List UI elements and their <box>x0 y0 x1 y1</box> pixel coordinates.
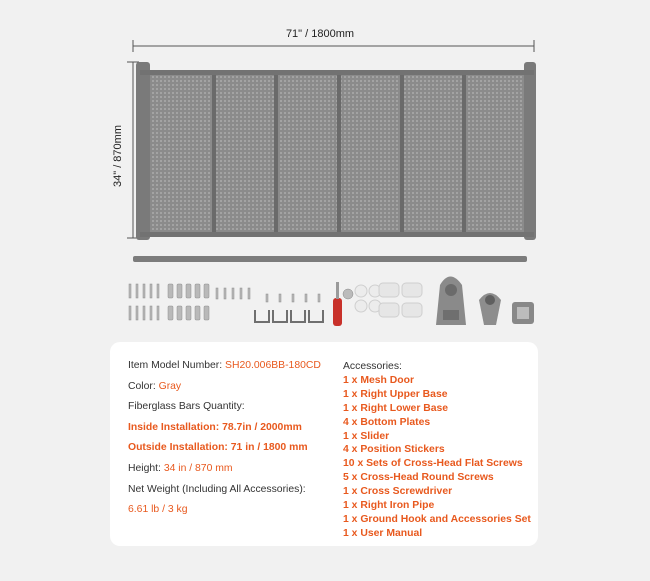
accessory-item: 1 x Mesh Door <box>343 374 415 386</box>
iron-pipe-image <box>133 256 527 262</box>
inside-installation: Inside Installation: 78.7in / 2000mm <box>128 421 302 433</box>
color-row <box>128 381 343 393</box>
weight-value: 6.61 lb / 3 kg <box>128 504 188 516</box>
model-value: SH20.006BB-180CD <box>225 360 321 371</box>
width-dimension-label: 71" / 1800mm <box>285 28 355 40</box>
mesh-door-image <box>136 62 536 240</box>
outside-installation: Outside Installation: 71 in / 1800 mm <box>128 442 308 454</box>
accessory-item: 1 x User Manual <box>343 527 423 539</box>
accessories-column <box>343 360 543 541</box>
accessory-item: 1 x Right Iron Pipe <box>343 500 435 512</box>
right-upper-base-image <box>436 277 466 326</box>
model-label: Item Model Number: <box>128 360 223 371</box>
slider-image <box>379 283 422 317</box>
spec-card <box>110 342 538 546</box>
height-dimension-label: 34" / 870mm <box>112 125 124 187</box>
accessory-item: 1 x Cross Screwdriver <box>343 486 453 498</box>
accessory-item: 4 x Position Stickers <box>343 444 445 456</box>
fiberglass-label: Fiberglass Bars Quantity: <box>128 401 245 413</box>
ground-hook-set-image <box>512 302 534 324</box>
position-stickers-image <box>355 285 381 312</box>
height-row <box>128 463 343 475</box>
model-row <box>128 360 343 372</box>
accessory-item: 1 x Slider <box>343 430 390 442</box>
height-label: Height: <box>128 462 161 474</box>
accessory-item: 1 x Right Upper Base <box>343 388 448 400</box>
specs-column <box>128 360 343 525</box>
accessory-item: 5 x Cross-Head Round Screws <box>343 472 494 484</box>
right-lower-base-image <box>479 293 501 325</box>
screwdriver-image <box>333 282 353 326</box>
accessory-item: 4 x Bottom Plates <box>343 416 431 428</box>
width-dimension-line <box>133 40 534 52</box>
color-label: Color: <box>128 380 156 392</box>
bottom-plates-image <box>255 310 323 322</box>
accessory-item: 1 x Right Lower Base <box>343 402 449 414</box>
color-value: Gray <box>158 380 182 392</box>
accessory-item: 10 x Sets of Cross-Head Flat Screws <box>343 458 523 470</box>
height-value: 34 in / 870 mm <box>163 462 233 474</box>
accessory-item: 1 x Ground Hook and Accessories Set <box>343 513 531 525</box>
weight-label: Net Weight (Including All Accessories): <box>128 483 306 495</box>
accessories-title: Accessories: <box>343 361 402 372</box>
